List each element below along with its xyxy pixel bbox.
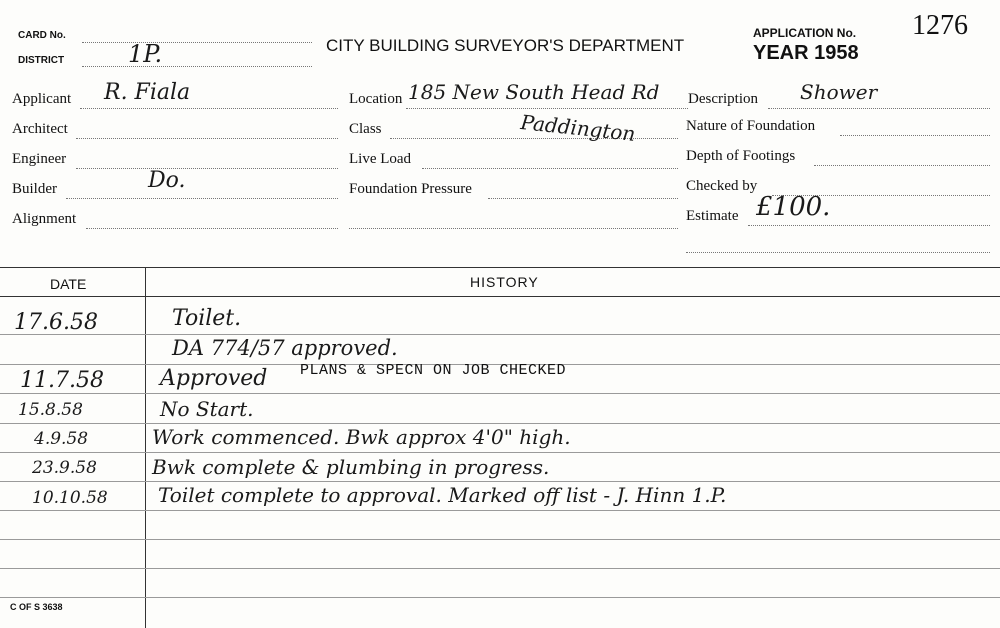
description-label: Description bbox=[688, 91, 758, 107]
history-text: No Start. bbox=[160, 397, 254, 421]
department-title: CITY BUILDING SURVEYOR'S DEPARTMENT bbox=[326, 36, 685, 55]
class-value: Paddington bbox=[519, 110, 637, 146]
district-label: DISTRICT bbox=[18, 55, 65, 66]
history-text: Bwk complete & plumbing in progress. bbox=[152, 455, 550, 479]
history-date: 4.9.58 bbox=[34, 429, 89, 449]
location-label: Location bbox=[349, 91, 403, 107]
application-label: APPLICATION No. bbox=[753, 26, 857, 40]
location-value: 185 New South Head Rd bbox=[408, 80, 660, 104]
depth-footings-label: Depth of Footings bbox=[686, 148, 796, 164]
builder-value: Do. bbox=[148, 168, 186, 193]
card-no-label: CARD No. bbox=[18, 30, 66, 41]
history-date: 23.9.58 bbox=[32, 458, 97, 478]
history-text: Toilet complete to approval. Marked off list - J. Hinn 1.P. bbox=[158, 483, 727, 507]
checked-by-label: Checked by bbox=[686, 178, 758, 194]
engineer-label: Engineer bbox=[12, 151, 67, 167]
history-date: 10.10.58 bbox=[32, 488, 108, 508]
nature-foundation-label: Nature of Foundation bbox=[686, 118, 816, 134]
history-date: 11.7.58 bbox=[20, 368, 104, 393]
form-code: C OF S 3638 bbox=[10, 602, 63, 612]
applicant-value: R. Fiala bbox=[104, 80, 191, 105]
history-text: Approved bbox=[160, 366, 268, 391]
history-stamp: PLANS & SPECN ON JOB CHECKED bbox=[300, 362, 567, 379]
history-date: 17.6.58 bbox=[14, 310, 98, 335]
class-label: Class bbox=[349, 121, 382, 137]
applicant-label: Applicant bbox=[12, 91, 72, 107]
estimate-label: Estimate bbox=[686, 208, 739, 224]
live-load-label: Live Load bbox=[349, 151, 412, 167]
foundation-pressure-label: Foundation Pressure bbox=[349, 181, 472, 197]
estimate-value: £100. bbox=[756, 192, 831, 222]
builder-label: Builder bbox=[12, 181, 57, 197]
year-label: YEAR 1958 bbox=[753, 42, 859, 64]
history-text: Toilet. bbox=[172, 306, 242, 331]
application-number: 1276 bbox=[912, 10, 968, 41]
description-value: Shower bbox=[800, 80, 878, 104]
history-column-header: HISTORY bbox=[470, 274, 539, 290]
architect-label: Architect bbox=[12, 121, 68, 137]
date-column-header: DATE bbox=[50, 276, 87, 292]
district-value: 1P. bbox=[128, 40, 163, 68]
alignment-label: Alignment bbox=[12, 211, 77, 227]
history-text: DA 774/57 approved. bbox=[172, 336, 398, 360]
history-text: Work commenced. Bwk approx 4'0" high. bbox=[152, 425, 571, 449]
history-date: 15.8.58 bbox=[18, 400, 83, 420]
